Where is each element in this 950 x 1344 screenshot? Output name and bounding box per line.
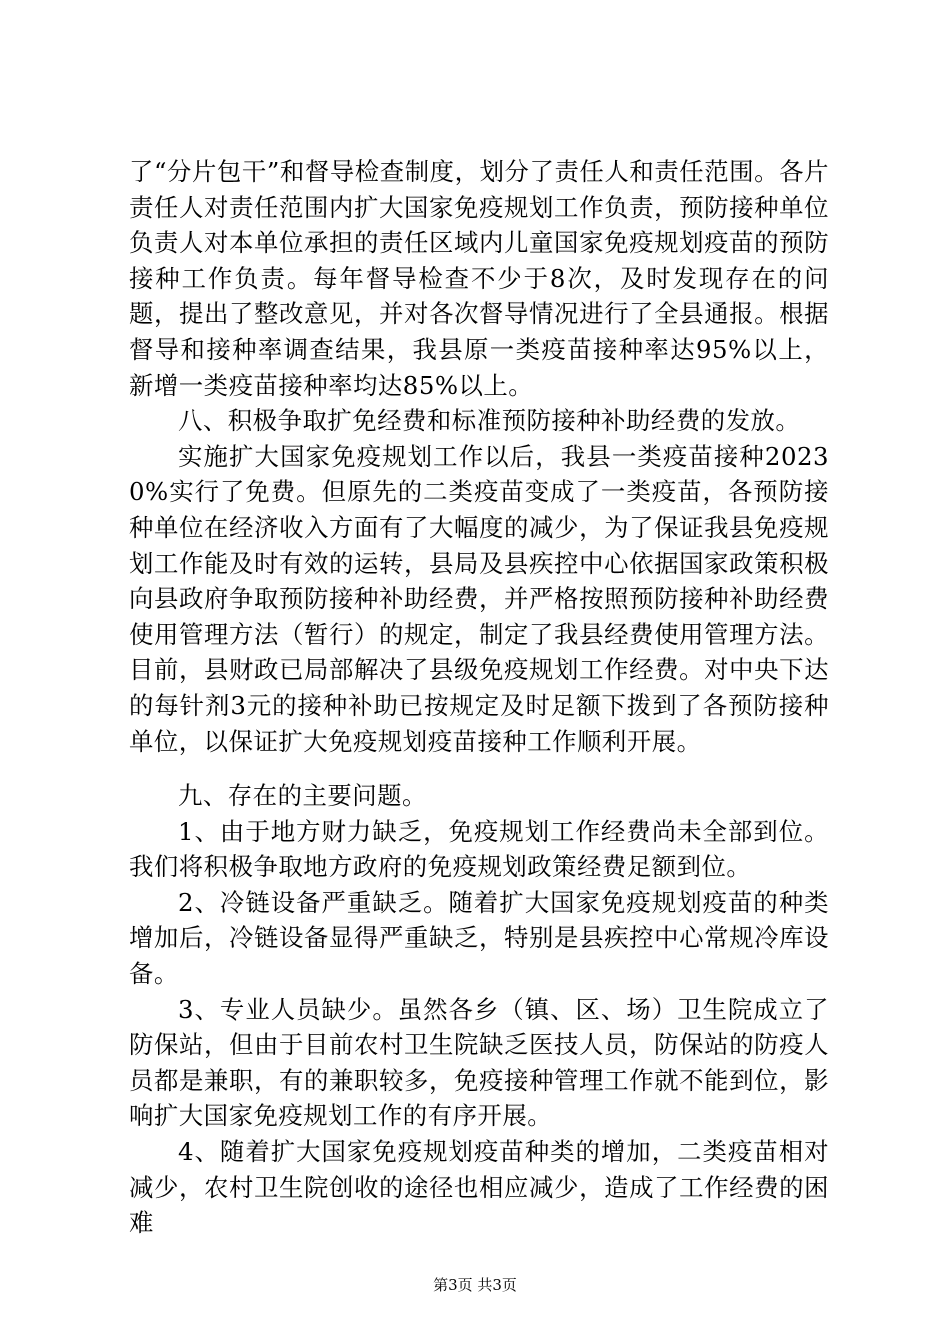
document-body: [129, 154, 829, 1241]
page-footer: [0, 1275, 950, 1295]
paragraph-funding: 实施扩大国家免疫规划工作以后，我县一类疫苗接种20230%实行了免费。但原先的二类疫苗变成了一类疫苗，各预防接种单位在经济收入方面有了大幅度的减少，为了保证我县免疫规划工作能及时有效的运转，县局及县疾控中心依据国家政策积极向县政府争取预防接种补助经费，并严格按照预防接种补助经费使用管理方法（暂行）的规定，制定了我县经费使用管理方法。目前，县财政已局部解决了县级免疫规划工作经费。对中央下达的每针剂3元的接种补助已按规定及时足额下拨到了各预防接种单位，以保证扩大免疫规划疫苗接种工作顺利开展。: [129, 441, 829, 756]
page-number: 第3页 共3页: [433, 1276, 517, 1294]
paragraph-problem-4: 4、随着扩大国家免疫规划疫苗种类的增加，二类疫苗相对减少，农村卫生院创收的途径也相应减少，造成了工作经费的困难: [129, 1137, 829, 1238]
heading-section-eight: 八、积极争取扩免经费和标准预防接种补助经费的发放。: [178, 406, 801, 436]
paragraph-problem-1: 1、由于地方财力缺乏，免疫规划工作经费尚未全部到位。我们将积极争取地方政府的免疫规划政策经费足额到位。: [129, 816, 829, 882]
paragraph-supervision: 了“分片包干”和督导检查制度，划分了责任人和责任范围。各片责任人对责任范围内扩大国家免疫规划工作负责，预防接种单位负责人对本单位承担的责任区域内儿童国家免疫规划疫苗的预防接种工作负责。每年督导检查不少于8次，及时发现存在的问题，提出了整改意见，并对各次督导情况进行了全县通报。根据督导和接种率调查结果，我县原一类疫苗接种率达95%以上，新增一类疫苗接种率均达85%以上。: [129, 157, 829, 400]
heading-section-nine: 九、存在的主要问题。: [178, 781, 427, 811]
paragraph-problem-2: 2、冷链设备严重缺乏。随着扩大国家免疫规划疫苗的种类增加后，冷链设备显得严重缺乏，特别是县疾控中心常规冷库设备。: [129, 887, 829, 989]
paragraph-problem-3: 3、专业人员缺少。虽然各乡（镇、区、场）卫生院成立了防保站，但由于目前农村卫生院缺乏医技人员，防保站的防疫人员都是兼职，有的兼职较多，免疫接种管理工作就不能到位，影响扩大国家免疫规划工作的有序开展。: [129, 994, 829, 1131]
